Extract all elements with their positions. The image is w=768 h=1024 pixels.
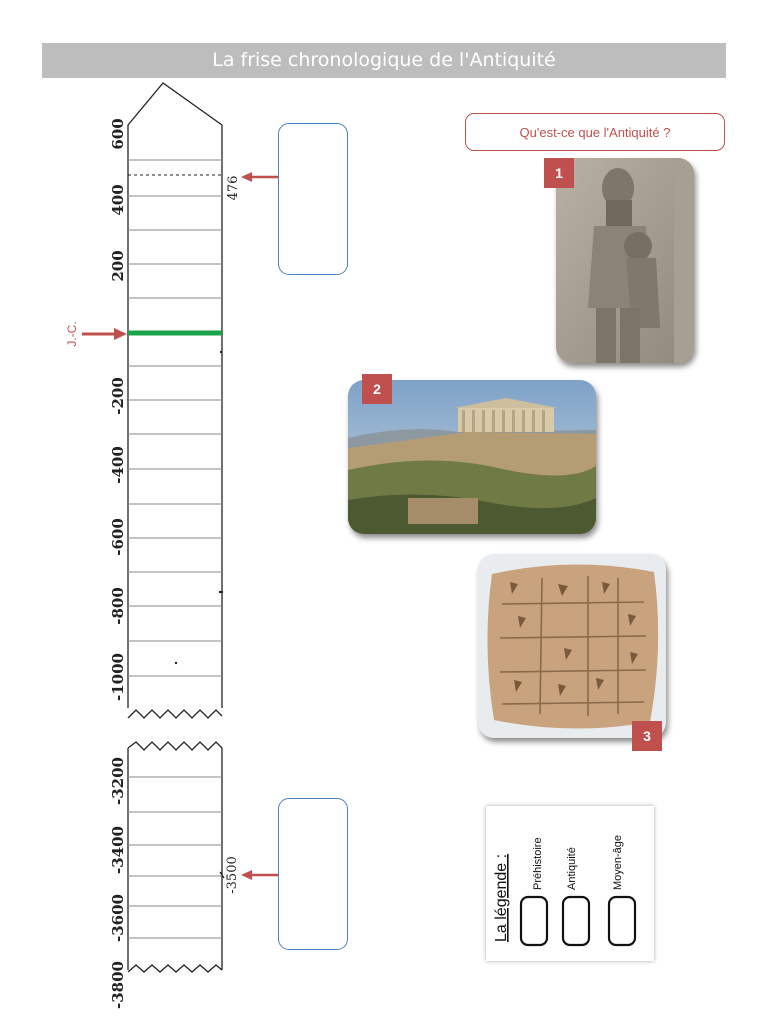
- jc-label: J.-C.: [65, 321, 79, 347]
- tick-label-400: 400: [109, 184, 127, 216]
- assyrian-relief-image: [556, 158, 694, 363]
- tick-label-minus-1000: -1000: [109, 653, 127, 701]
- photo-2-badge: 2: [362, 374, 392, 404]
- marker-date-476: 476: [226, 175, 241, 201]
- marker-date-minus-3500: -3500: [225, 856, 240, 894]
- legend-item-prehistoire-label: Préhistoire: [532, 837, 544, 890]
- page-title: La frise chronologique de l'Antiquité: [42, 43, 726, 78]
- answer-box-476[interactable]: [278, 123, 348, 275]
- answer-box-minus-3500[interactable]: [278, 798, 348, 950]
- frise-lower-zigzag-bottom: [128, 965, 222, 972]
- legend-item-antiquite-label: Antiquité: [566, 847, 578, 890]
- legend-heading: La légende :: [493, 853, 510, 942]
- arrow-476-icon: [241, 172, 278, 182]
- photo-3-badge: 3: [632, 721, 662, 751]
- frise-upper-rungs: [128, 160, 222, 676]
- frise-upper-zigzag: [128, 710, 222, 718]
- tick-label-minus-3400: -3400: [109, 826, 127, 874]
- tick-label-minus-400: -400: [109, 446, 127, 484]
- tick-label-minus-3800: -3800: [109, 961, 127, 1009]
- tick-label-minus-600: -600: [109, 518, 127, 556]
- frise-lower-rungs: [128, 777, 222, 938]
- question-box: Qu'est-ce que l'Antiquité ?: [465, 113, 725, 151]
- tick-label-minus-200: -200: [109, 377, 127, 415]
- legend-box-prehistoire[interactable]: [521, 897, 547, 945]
- photo-3-cuneiform-tablet: [478, 554, 666, 738]
- cuneiform-tablet-image: [478, 554, 666, 738]
- legend-item-moyen-age-label: Moyen-âge: [612, 834, 624, 890]
- frise-upper-outline: [128, 83, 222, 125]
- tick-label-minus-800: -800: [109, 587, 127, 625]
- photo-1-badge: 1: [544, 158, 574, 188]
- legend-box-moyen-age[interactable]: [609, 897, 635, 945]
- photo-1-assyrian-relief: [556, 158, 694, 363]
- legend-rotated: [486, 806, 654, 961]
- tick-label-600: 600: [109, 118, 127, 150]
- arrow-minus-3500-icon: [241, 870, 278, 880]
- legend-box-antiquite[interactable]: [563, 897, 589, 945]
- tick-label-minus-3200: -3200: [109, 757, 127, 805]
- legend-panel: [486, 806, 654, 961]
- jc-arrow-icon: [82, 328, 127, 340]
- tick-label-minus-3600: -3600: [109, 894, 127, 942]
- tick-label-200: 200: [109, 250, 127, 282]
- frise-lower-zigzag-top: [128, 742, 222, 750]
